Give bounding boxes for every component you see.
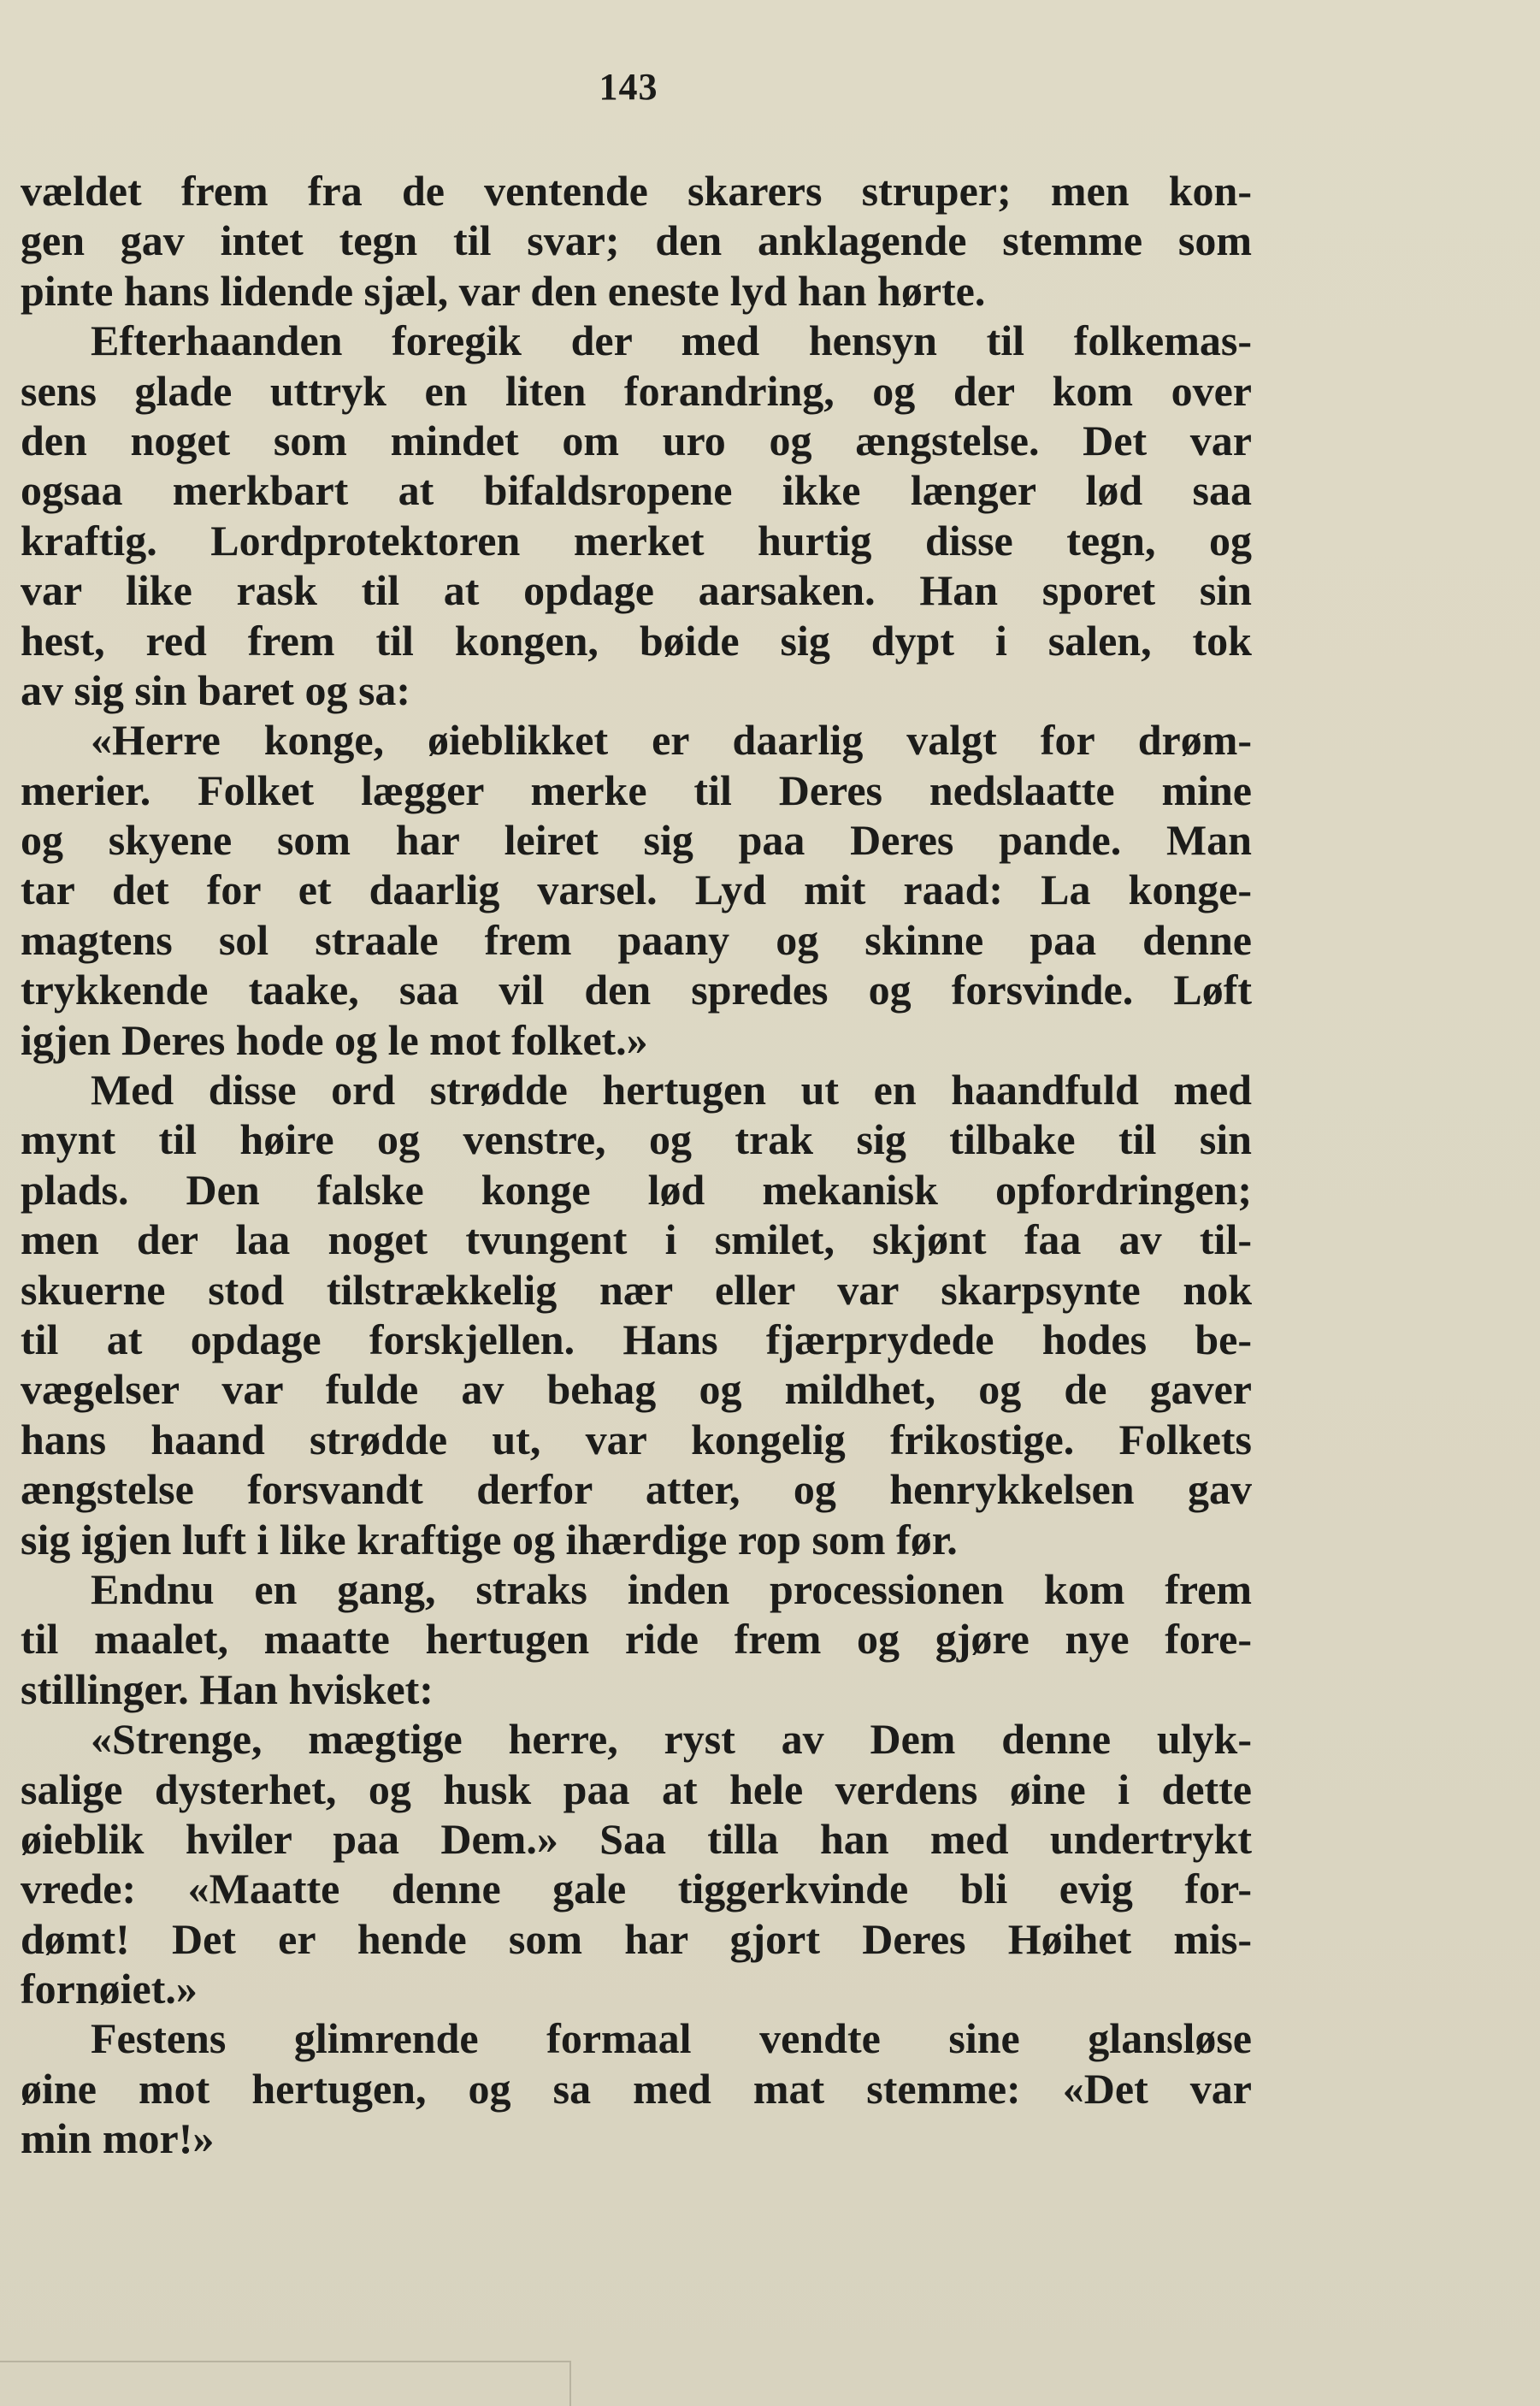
text-line: sens glade uttryk en liten forandring, og der kom over	[21, 366, 1252, 415]
text-line: Efterhaanden foregik der med hensyn til folkemas-	[91, 316, 1252, 365]
text-line: min mor!»	[21, 2114, 215, 2163]
text-line: hans haand strødde ut, var kongelig frikostige. Folkets	[21, 1415, 1252, 1463]
text-line: skuerne stod tilstrækkelig nær eller var skarpsynte nok	[21, 1265, 1252, 1314]
text-line: vrede: «Maatte denne gale tiggerkvinde bli evig for-	[21, 1865, 1252, 1913]
text-line: fornøiet.»	[21, 1965, 198, 2013]
text-line: ængstelse forsvandt derfor atter, og henrykkelsen gav	[21, 1465, 1252, 1514]
text-line: gen gav intet tegn til svar; den anklagende stemme som	[21, 216, 1252, 265]
text-line: Endnu en gang, straks inden processionen kom frem	[91, 1564, 1252, 1613]
page-edge-corner	[569, 2361, 571, 2406]
text-line: pinte hans lidende sjæl, var den eneste lyd han hørte.	[21, 266, 986, 315]
text-line: stillinger. Han hvisket:	[21, 1664, 434, 1713]
text-line: ogsaa merkbart at bifaldsropene ikke længer lød saa	[21, 466, 1252, 515]
text-line: igjen Deres hode og le mot folket.»	[21, 1015, 648, 1064]
text-line: hest, red frem til kongen, bøide sig dypt i salen, tok	[21, 616, 1252, 665]
text-line: til maalet, maatte hertugen ride frem og gjøre nye fore-	[21, 1615, 1252, 1664]
text-line: sig igjen luft i like kraftige og ihærdige rop som før.	[21, 1515, 958, 1564]
text-line: kraftig. Lordprotektoren merket hurtig disse tegn, og	[21, 516, 1252, 565]
body-text	[21, 166, 1252, 2164]
text-line: tar det for et daarlig varsel. Lyd mit raad: La konge-	[21, 866, 1252, 914]
text-line: salige dysterhet, og husk paa at hele verdens øine i dette	[21, 1765, 1252, 1813]
text-line: merier. Folket lægger merke til Deres nedslaatte mine	[21, 766, 1252, 814]
text-line: plads. Den falske konge lød mekanisk opfordringen;	[21, 1165, 1252, 1214]
text-line: øine mot hertugen, og sa med mat stemme: «Det var	[21, 2064, 1252, 2113]
text-line: «Herre konge, øieblikket er daarlig valgt for drøm-	[91, 716, 1252, 765]
text-line: men der laa noget tvungent i smilet, skjønt faa av til-	[21, 1215, 1252, 1264]
text-line: var like rask til at opdage aarsaken. Han sporet sin	[21, 566, 1252, 615]
text-line: og skyene som har leiret sig paa Deres pande. Man	[21, 816, 1252, 865]
text-line: «Strenge, mægtige herre, ryst av Dem denne ulyk-	[91, 1715, 1252, 1764]
text-line: til at opdage forskjellen. Hans fjærprydede hodes be-	[21, 1315, 1252, 1363]
text-line: av sig sin baret og sa:	[21, 665, 411, 714]
text-line: Med disse ord strødde hertugen ut en haandfuld med	[91, 1066, 1252, 1114]
page-edge-line	[0, 2361, 571, 2362]
text-line: magtens sol straale frem paany og skinne paa denne	[21, 915, 1252, 964]
page-number: 143	[599, 66, 658, 108]
text-line: Festens glimrende formaal vendte sine glansløse	[91, 2014, 1252, 2063]
text-line: øieblik hviler paa Dem.» Saa tilla han med undertrykt	[21, 1814, 1252, 1863]
text-line: trykkende taake, saa vil den spredes og forsvinde. Løft	[21, 966, 1252, 1014]
text-line: vældet frem fra de ventende skarers struper; men kon-	[21, 167, 1252, 215]
text-line: mynt til høire og venstre, og trak sig tilbake til sin	[21, 1115, 1252, 1164]
text-line: den noget som mindet om uro og ængstelse. Det var	[21, 416, 1252, 464]
text-line: vægelser var fulde av behag og mildhet, og de gaver	[21, 1365, 1252, 1414]
text-line: dømt! Det er hende som har gjort Deres Høihet mis-	[21, 1914, 1252, 1963]
